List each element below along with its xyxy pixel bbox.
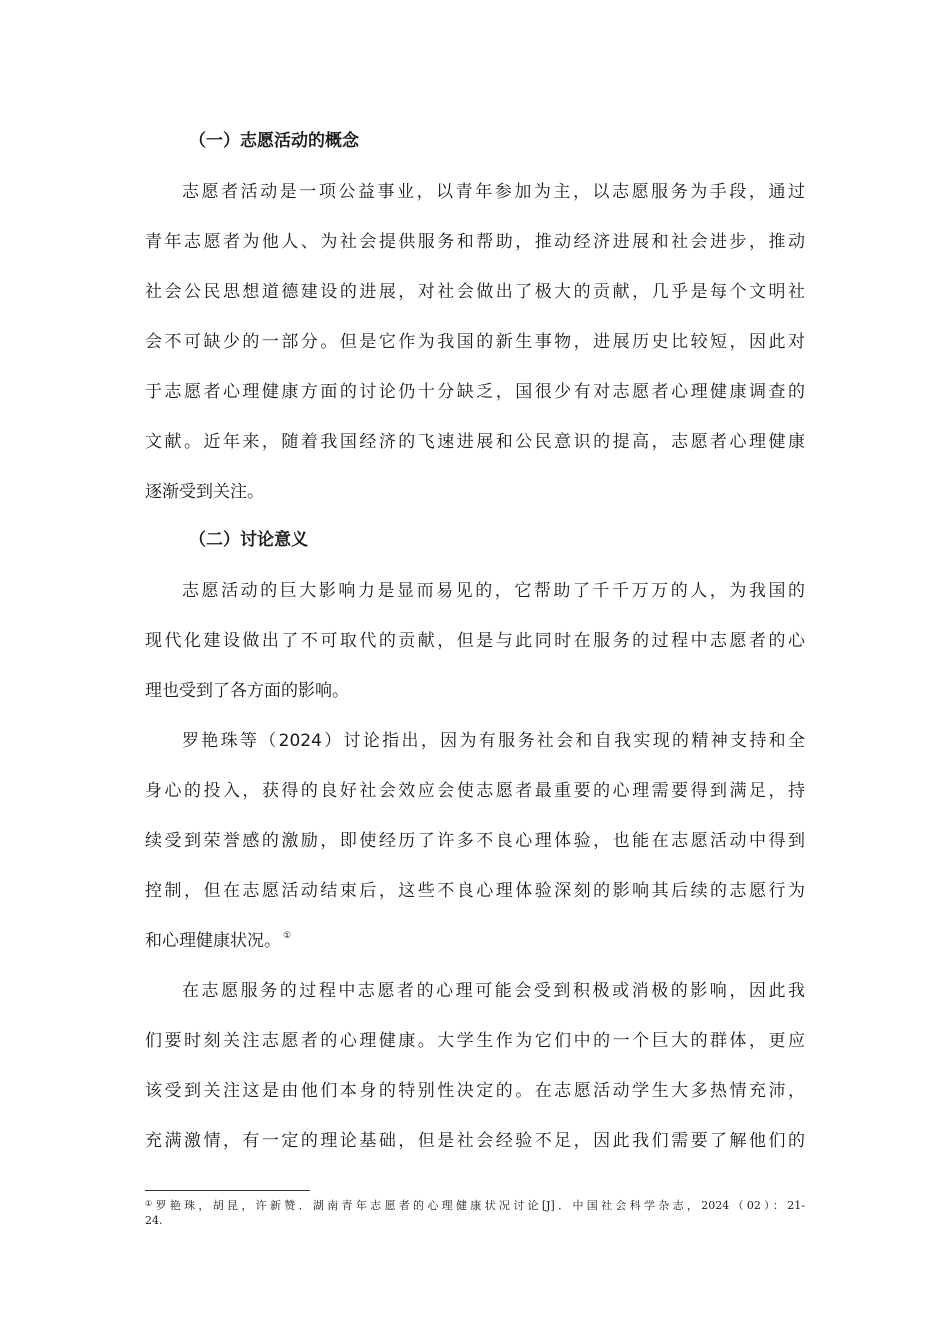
paragraph-line: 逐渐受到关注。 xyxy=(145,482,264,502)
footnote-line xyxy=(145,1198,805,1214)
paragraph-line: 罗艳珠等（2024）讨论指出，因为有服务社会和自我实现的精神支持和全 xyxy=(182,731,805,751)
paragraph-line: 该受到关注这是由他们本身的特别性决定的。在志愿活动学生大多热情充沛， xyxy=(145,1081,805,1101)
paragraph-line: 青年志愿者为他人、为社会提供服务和帮助，推动经济进展和社会进步，推动 xyxy=(145,232,805,252)
paragraph-line: 志愿者活动是一项公益事业，以青年参加为主，以志愿服务为手段，通过 xyxy=(182,182,805,202)
paragraph-line: 文献。近年来，随着我国经济的飞速进展和公民意识的提高，志愿者心理健康 xyxy=(145,432,805,452)
footnote-reference-mark[interactable]: ① xyxy=(283,931,292,941)
paragraph-line: 会不可缺少的一部分。但是它作为我国的新生事物，进展历史比较短，因此对 xyxy=(145,332,805,352)
paragraph-line: 理也受到了各方面的影响。 xyxy=(145,681,349,701)
paragraph-line: 充满激情，有一定的理论基础，但是社会经验不足，因此我们需要了解他们的 xyxy=(145,1131,805,1151)
paragraph-line: 现代化建设做出了不可取代的贡献，但是与此同时在服务的过程中志愿者的心 xyxy=(145,631,805,651)
footnote-separator xyxy=(145,1190,310,1191)
paragraph-line: 续受到荣誉感的激励，即使经历了许多不良心理体验，也能在志愿活动中得到 xyxy=(145,831,805,851)
footnote-text: 罗艳珠，胡昆，许新赞．湖南青年志愿者的心理健康状况讨论[J]．中国社会科学杂志，2024（02）：21- xyxy=(155,1199,805,1212)
paragraph-line-text: 和心理健康状况。 xyxy=(145,931,281,951)
paragraph-line-with-ref xyxy=(145,929,805,956)
paragraph-line: 身心的投入，获得的良好社会效应会使志愿者最重要的心理需要得到满足，持 xyxy=(145,781,805,801)
paragraph-line: 于志愿者心理健康方面的讨论仍十分缺乏，国很少有对志愿者心理健康调查的 xyxy=(145,382,805,402)
paragraph-line: 志愿活动的巨大影响力是显而易见的，它帮助了千千万万的人，为我国的 xyxy=(182,581,805,601)
section-heading-significance: （二）讨论意义 xyxy=(189,530,308,550)
paragraph-line: 控制，但在志愿活动结束后，这些不良心理体验深刻的影响其后续的志愿行为 xyxy=(145,881,805,901)
footnote-line-continued: 24. xyxy=(145,1214,163,1227)
section-heading-concept: （一）志愿活动的概念 xyxy=(189,131,359,151)
paragraph-line: 在志愿服务的过程中志愿者的心理可能会受到积极或消极的影响，因此我 xyxy=(182,981,805,1001)
paragraph-line: 社会公民思想道德建设的进展，对社会做出了极大的贡献，几乎是每个文明社 xyxy=(145,282,805,302)
paragraph-line: 们要时刻关注志愿者的心理健康。大学生作为它们中的一个巨大的群体，更应 xyxy=(145,1031,805,1051)
footnote-mark: ① xyxy=(145,1199,156,1208)
